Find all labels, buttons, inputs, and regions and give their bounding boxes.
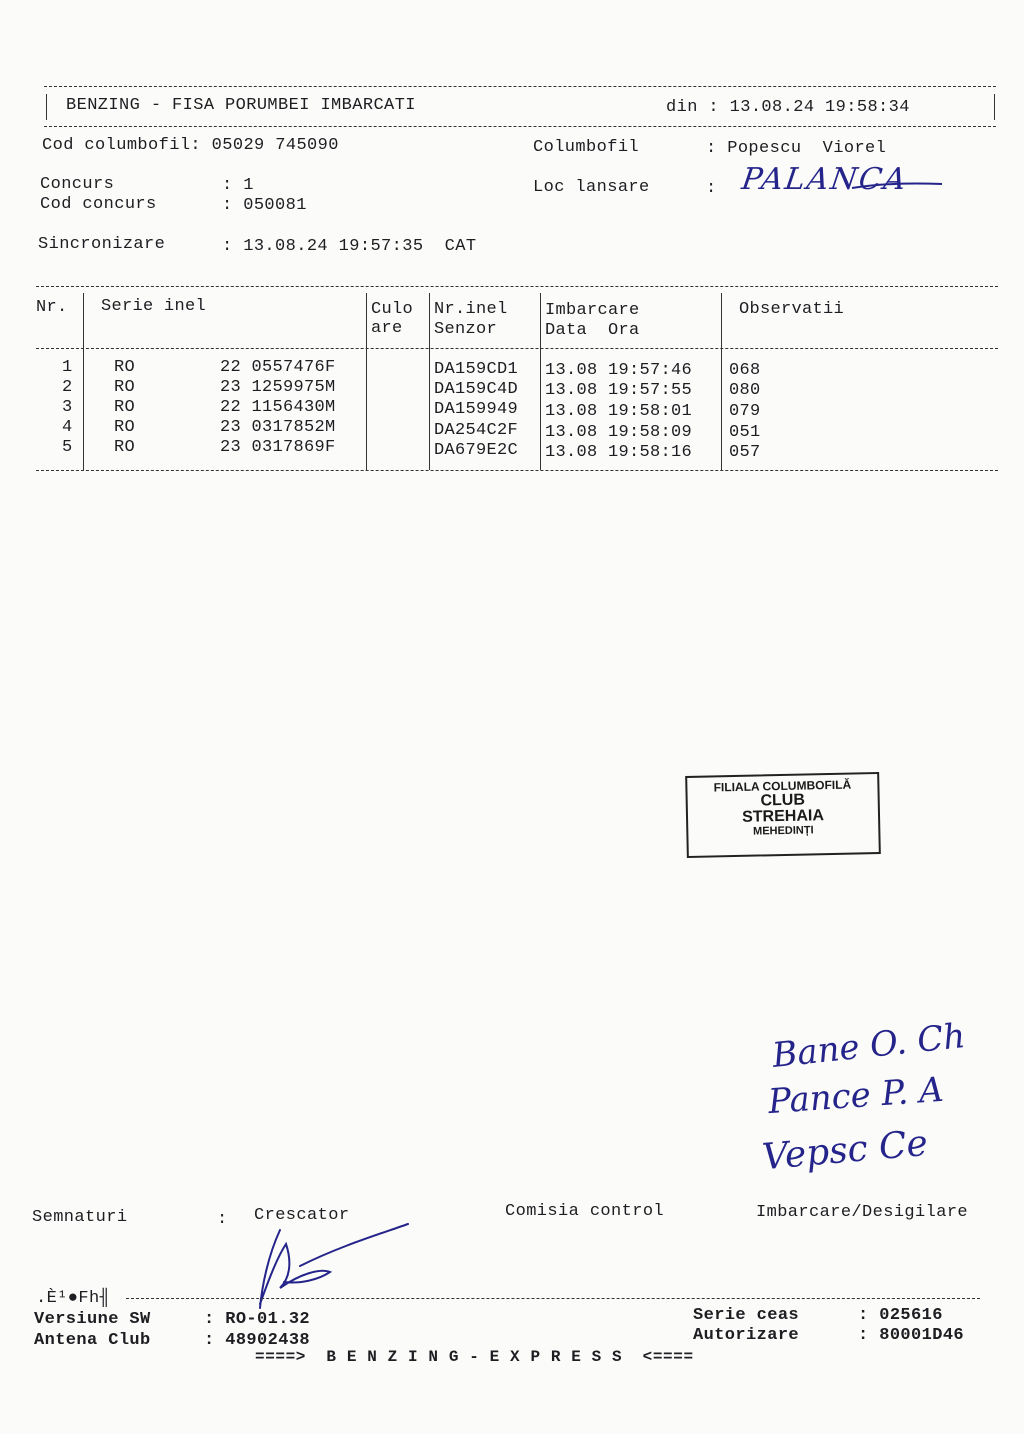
col-sep-imbarcare bbox=[721, 293, 722, 470]
th-culoare-1: Culo bbox=[371, 300, 414, 319]
th-culoare-2: are bbox=[371, 319, 403, 338]
cell-data-ora: 13.08 19:58:09 bbox=[545, 423, 693, 442]
cell-data-ora: 13.08 19:57:55 bbox=[545, 381, 693, 400]
footer-rule bbox=[126, 1298, 980, 1299]
imbarcare-desigilare-label: Imbarcare/Desigilare bbox=[756, 1203, 969, 1222]
handwritten-note-3: Vepsc Ce bbox=[760, 1122, 930, 1179]
cell-serie: 23 0317852M bbox=[220, 418, 336, 437]
stamp-line-1: FILIALA COLUMBOFILĂ bbox=[713, 777, 852, 795]
cell-obs: 079 bbox=[729, 402, 761, 421]
concurs-label: Concurs bbox=[40, 175, 115, 194]
antena-club-value: : 48902438 bbox=[204, 1331, 311, 1350]
cell-nr: 4 bbox=[62, 418, 73, 437]
cell-nr: 1 bbox=[62, 358, 73, 377]
table-header-rule bbox=[36, 348, 998, 349]
header-top-rule bbox=[44, 86, 996, 87]
versiune-sw-value: : RO-01.32 bbox=[204, 1310, 311, 1329]
cod-concurs-value: : 050081 bbox=[222, 196, 307, 215]
header-left-border bbox=[46, 94, 47, 120]
columbofil-label: Columbofil bbox=[533, 138, 640, 157]
cod-concurs-label: Cod concurs bbox=[40, 195, 157, 214]
autorizare-label: Autorizare bbox=[693, 1326, 800, 1345]
th-observatii: Observatii bbox=[739, 300, 845, 319]
stamp-line-4: MEHEDINȚI bbox=[752, 824, 814, 838]
cell-nr: 5 bbox=[62, 438, 73, 457]
cell-senzor: DA159C4D bbox=[434, 380, 519, 399]
table-bottom-rule bbox=[36, 470, 998, 471]
date-value: 13.08.24 19:58:34 bbox=[729, 98, 910, 117]
crescator-signature bbox=[240, 1216, 420, 1316]
cell-serie: 23 1259975M bbox=[220, 378, 336, 397]
serie-ceas-value: : 025616 bbox=[858, 1306, 943, 1325]
cell-serie: 22 0557476F bbox=[220, 358, 336, 377]
crescator-label: Crescator bbox=[254, 1206, 350, 1225]
cell-senzor: DA254C2F bbox=[434, 421, 519, 440]
semnaturi-label: Semnaturi bbox=[32, 1208, 128, 1227]
autorizare-value: : 80001D46 bbox=[858, 1326, 965, 1345]
th-serie-inel: Serie inel bbox=[101, 297, 207, 316]
col-sep-nr bbox=[83, 293, 84, 470]
col-sep-serie bbox=[366, 293, 367, 470]
cell-data-ora: 13.08 19:58:16 bbox=[545, 443, 693, 462]
th-nr: Nr. bbox=[36, 298, 68, 317]
cell-obs: 057 bbox=[729, 443, 761, 462]
date-label: din : 13.08.24 19:58:34 bbox=[666, 98, 910, 117]
header-right-border bbox=[994, 94, 995, 120]
stamp-line-3: STREHAIA bbox=[741, 807, 825, 827]
garbled-text: .È¹●Fh╢ bbox=[36, 1289, 111, 1308]
handwritten-note-2: Pance P. A bbox=[766, 1069, 945, 1123]
stamp-line-2: CLUB bbox=[760, 791, 806, 810]
cell-data-ora: 13.08 19:58:01 bbox=[545, 402, 693, 421]
comisia-control-label: Comisia control bbox=[505, 1202, 665, 1221]
cell-senzor: DA679E2C bbox=[434, 441, 519, 460]
th-nr-inel-2: Senzor bbox=[434, 320, 498, 339]
loc-lansare-label: Loc lansare bbox=[533, 178, 650, 197]
cell-country: RO bbox=[114, 358, 136, 377]
cell-serie: 22 1156430M bbox=[220, 398, 336, 417]
cell-obs: 051 bbox=[729, 423, 761, 442]
cell-serie: 23 0317869F bbox=[220, 438, 336, 457]
loc-lansare-underline bbox=[850, 176, 946, 196]
col-sep-senzor bbox=[540, 293, 541, 470]
cod-columbofil-value: 05029 745090 bbox=[211, 136, 339, 155]
cell-country: RO bbox=[114, 378, 136, 397]
sincronizare-label: Sincronizare bbox=[38, 235, 166, 254]
col-sep-culoare bbox=[429, 293, 430, 470]
cell-nr: 3 bbox=[62, 398, 73, 417]
concurs-value: : 1 bbox=[222, 176, 254, 195]
handwritten-note-1: Bane O. Ch bbox=[770, 1015, 968, 1077]
semnaturi-colon: : bbox=[217, 1210, 228, 1229]
cell-country: RO bbox=[114, 438, 136, 457]
table-top-rule bbox=[36, 286, 998, 287]
th-nr-inel-1: Nr.inel bbox=[434, 300, 508, 319]
th-imbarcare-2: Data Ora bbox=[545, 321, 640, 340]
cell-country: RO bbox=[114, 398, 136, 417]
cell-senzor: DA159CD1 bbox=[434, 360, 519, 379]
sincronizare-value: : 13.08.24 19:57:35 CAT bbox=[222, 237, 477, 256]
cod-columbofil: Cod columbofil: 05029 745090 bbox=[42, 136, 339, 155]
versiune-sw-label: Versiune SW bbox=[34, 1310, 151, 1329]
antena-club-label: Antena Club bbox=[34, 1331, 151, 1350]
th-imbarcare-1: Imbarcare bbox=[545, 301, 640, 320]
columbofil-value: : Popescu Viorel bbox=[706, 139, 887, 158]
cell-nr: 2 bbox=[62, 378, 73, 397]
cell-obs: 068 bbox=[729, 361, 761, 380]
club-stamp bbox=[685, 772, 881, 858]
cell-country: RO bbox=[114, 418, 136, 437]
serie-ceas-label: Serie ceas bbox=[693, 1306, 800, 1325]
cell-obs: 080 bbox=[729, 381, 761, 400]
loc-lansare-handwritten: PALANCA bbox=[739, 162, 911, 197]
document-title: BENZING - FISA PORUMBEI IMBARCATI bbox=[66, 96, 416, 115]
header-bottom-rule bbox=[44, 126, 996, 127]
cell-senzor: DA159949 bbox=[434, 400, 519, 419]
loc-lansare-colon: : bbox=[706, 179, 717, 198]
cell-data-ora: 13.08 19:57:46 bbox=[545, 361, 693, 380]
brand-footer: ====> B E N Z I N G - E X P R E S S <==== bbox=[255, 1348, 694, 1366]
